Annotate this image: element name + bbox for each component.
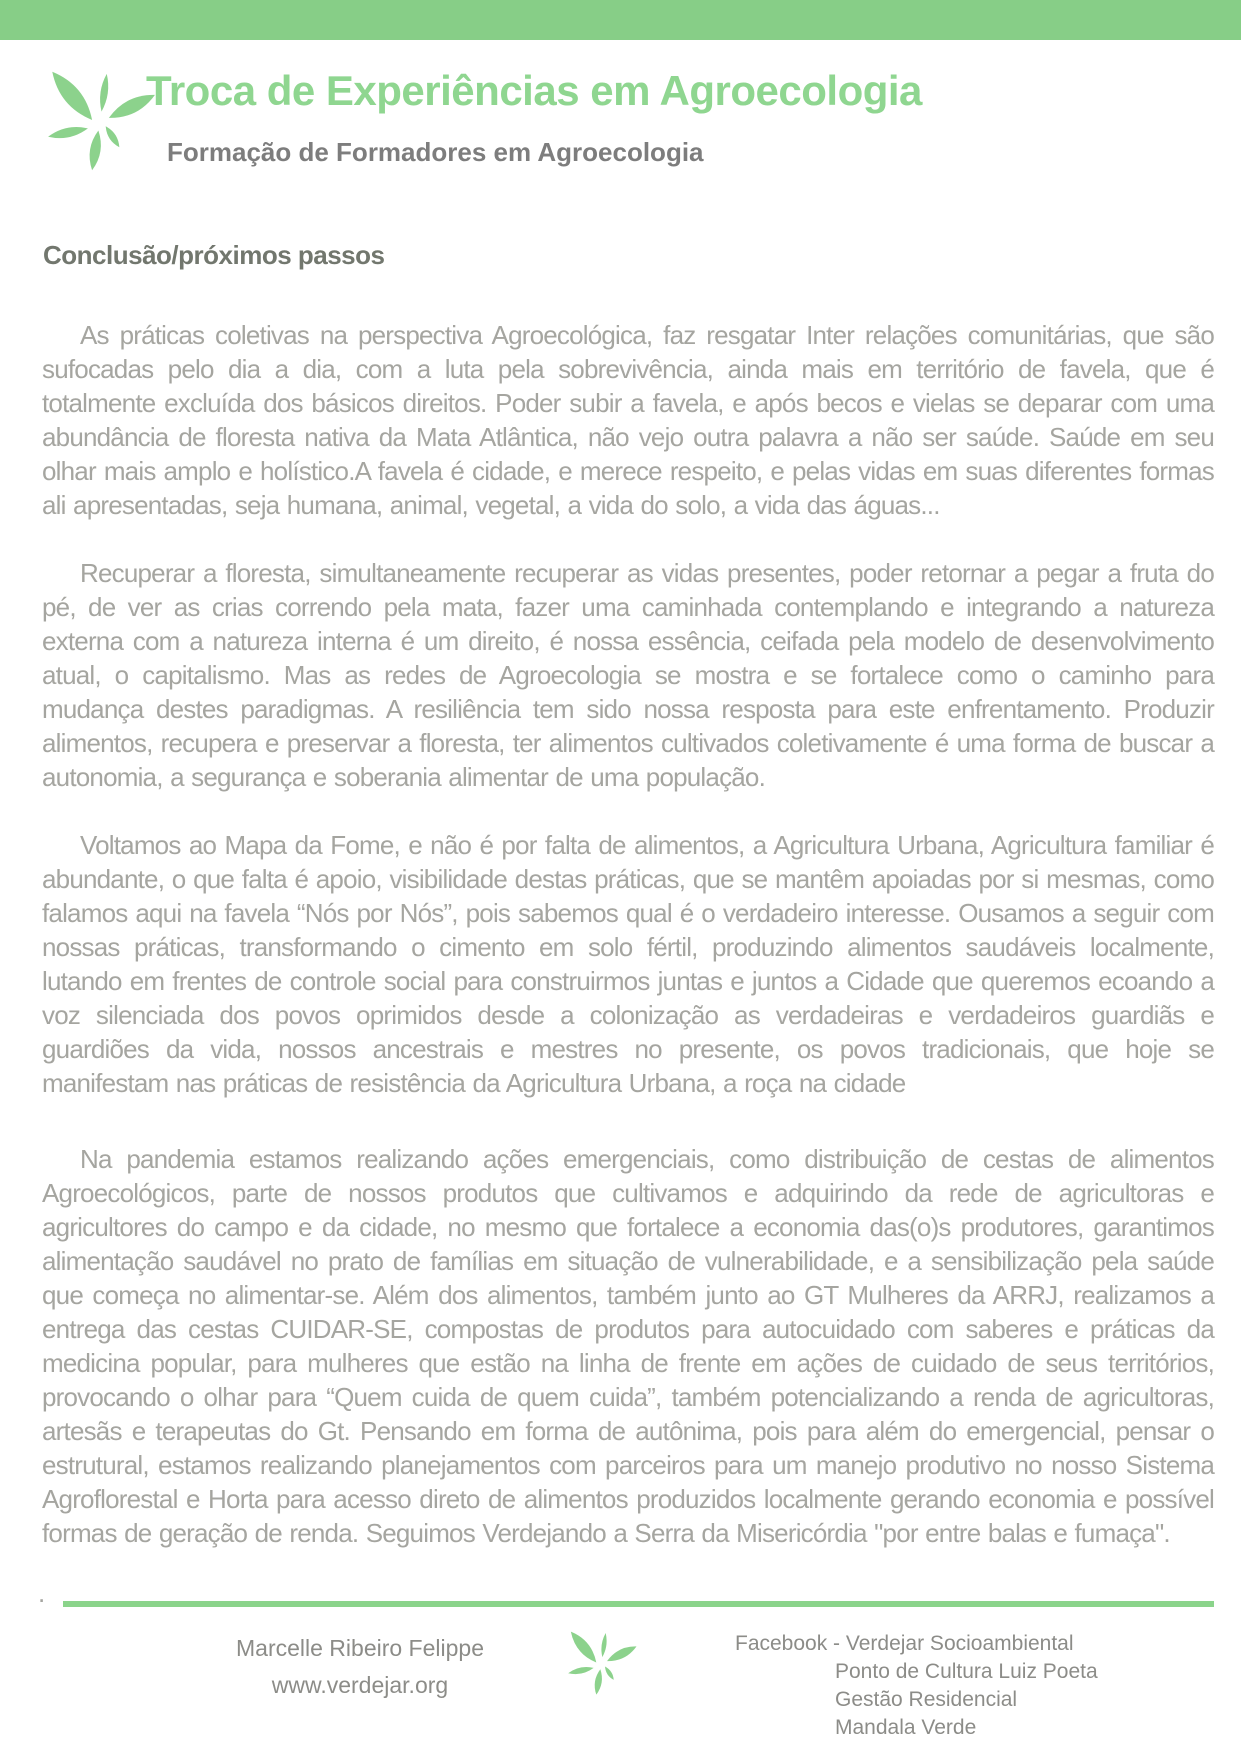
website-link[interactable]: www.verdejar.org: [271, 1672, 449, 1698]
paragraph-4: Na pandemia estamos realizando ações emergenciais, como distribuição de cestas de alimentos Agroecológicos, parte de nossos produtos que cultivamos e adquirindo da rede de agricultoras e agricultores do campo e da cidade, no mesmo que fortalece a economia das(o)s produtores, garantimos alimentação saudável no prato de famílias em situação de vulnerabilidade, e a sensibilização pela saúde que começa no alimentar-se. Além dos alimentos, também junto ao GT Mulheres da ARRJ, realizamos a entrega das cestas CUIDAR-SE, compostas de produtos para autocuidado com saberes e práticas da medicina popular, para mulheres que estão na linha de frente em ações de cuidado de seus territórios, provocando o olhar para “Quem cuida de quem cuida”, também potencializando a renda de agricultoras, artesãs e terapeutas do Gt. Pensando em forma de autônima, pois para além do emergencial, pensar o estrutural, estamos realizando planejamentos com parceiros para um manejo produtivo no nosso Sistema Agroflorestal e Horta para acesso direto de alimentos produzidos localmente gerando economia e possível formas de geração de renda. Seguimos Verdejando a Serra da Misericórdia "por entre balas e fumaça".: [42, 1144, 1214, 1548]
green-divider-rule: [63, 1601, 1214, 1607]
footer-link-mandala-verde: Mandala Verde: [835, 1716, 977, 1739]
paragraph-3: Voltamos ao Mapa da Fome, e não é por falta de alimentos, a Agricultura Urbana, Agricultura familiar é abundante, o que falta é apoio, visibilidade destas práticas, que se mantêm apoiadas por si mesmas, como falamos aqui na favela “Nós por Nós”, pois sabemos qual é o verdadeiro interesse. Ousamos a seguir com nossas práticas, transformando o cimento em solo fértil, produzindo alimentos saudáveis localmente, lutando em frentes de controle social para construirmos juntas e juntos a Cidade que queremos ecoando a voz silenciada dos povos oprimidos desde a colonização as verdadeiras e verdadeiros guardiãs e guardiões da vida, nossos ancestrais e mestres no presente, os povos tradicionais, que hoje se manifestam nas práticas de resistência da Agricultura Urbana, a roça na cidade: [42, 830, 1214, 1098]
footer-links-block: [735, 1630, 1195, 1742]
page-subtitle: Formação de Formadores em Agroecologia: [167, 137, 704, 167]
footer-link-gestao-residencial: Gestão Residencial: [835, 1688, 1018, 1711]
leaf-logo-icon: [46, 66, 156, 174]
footer-link-ponto-de-cultura: Ponto de Cultura Luiz Poeta: [835, 1660, 1098, 1683]
paragraph-1: As práticas coletivas na perspectiva Agroecológica, faz resgatar Inter relações comunitárias, que são sufocadas pelo dia a dia, com a luta pela sobrevivência, ainda mais em território de favela, que é totalmente excluída dos básicos direitos. Poder subir a favela, e após becos e vielas se deparar com uma abundância de floresta nativa da Mata Atlântica, não vejo outra palavra a não ser saúde. Saúde em seu olhar mais amplo e holístico.A favela é cidade, e merece respeito, e pelas vidas em suas diferentes formas ali apresentadas, seja humana, animal, vegetal, a vida do solo, a vida das águas...: [42, 320, 1214, 520]
stray-period: .: [38, 1578, 46, 1608]
paragraph-2: Recuperar a floresta, simultaneamente recuperar as vidas presentes, poder retornar a pegar a fruta do pé, de ver as crias correndo pela mata, fazer uma caminhada contemplando e integrando a natureza externa com a natureza interna é um direito, é nossa essência, ceifada pela modelo de desenvolvimento atual, o capitalismo. Mas as redes de Agroecologia se mostra e se fortalece como o caminho para mudança destes paradigmas. A resiliência tem sido nossa resposta para este enfrentamento. Produzir alimentos, recupera e preservar a floresta, ter alimentos cultivados coletivamente é uma forma de buscar a autonomia, a segurança e soberania alimentar de uma população.: [42, 558, 1214, 792]
top-green-bar: [0, 0, 1241, 40]
footer-leaf-icon: [566, 1629, 638, 1696]
facebook-link[interactable]: Facebook - Verdejar Socioambiental: [735, 1632, 1074, 1655]
page-title: Troca de Experiências em Agroecologia: [146, 67, 922, 114]
author-name: Marcelle Ribeiro Felippe: [236, 1635, 484, 1661]
section-heading: Conclusão/próximos passos: [43, 240, 385, 270]
footer-author-block: [178, 1630, 542, 1704]
